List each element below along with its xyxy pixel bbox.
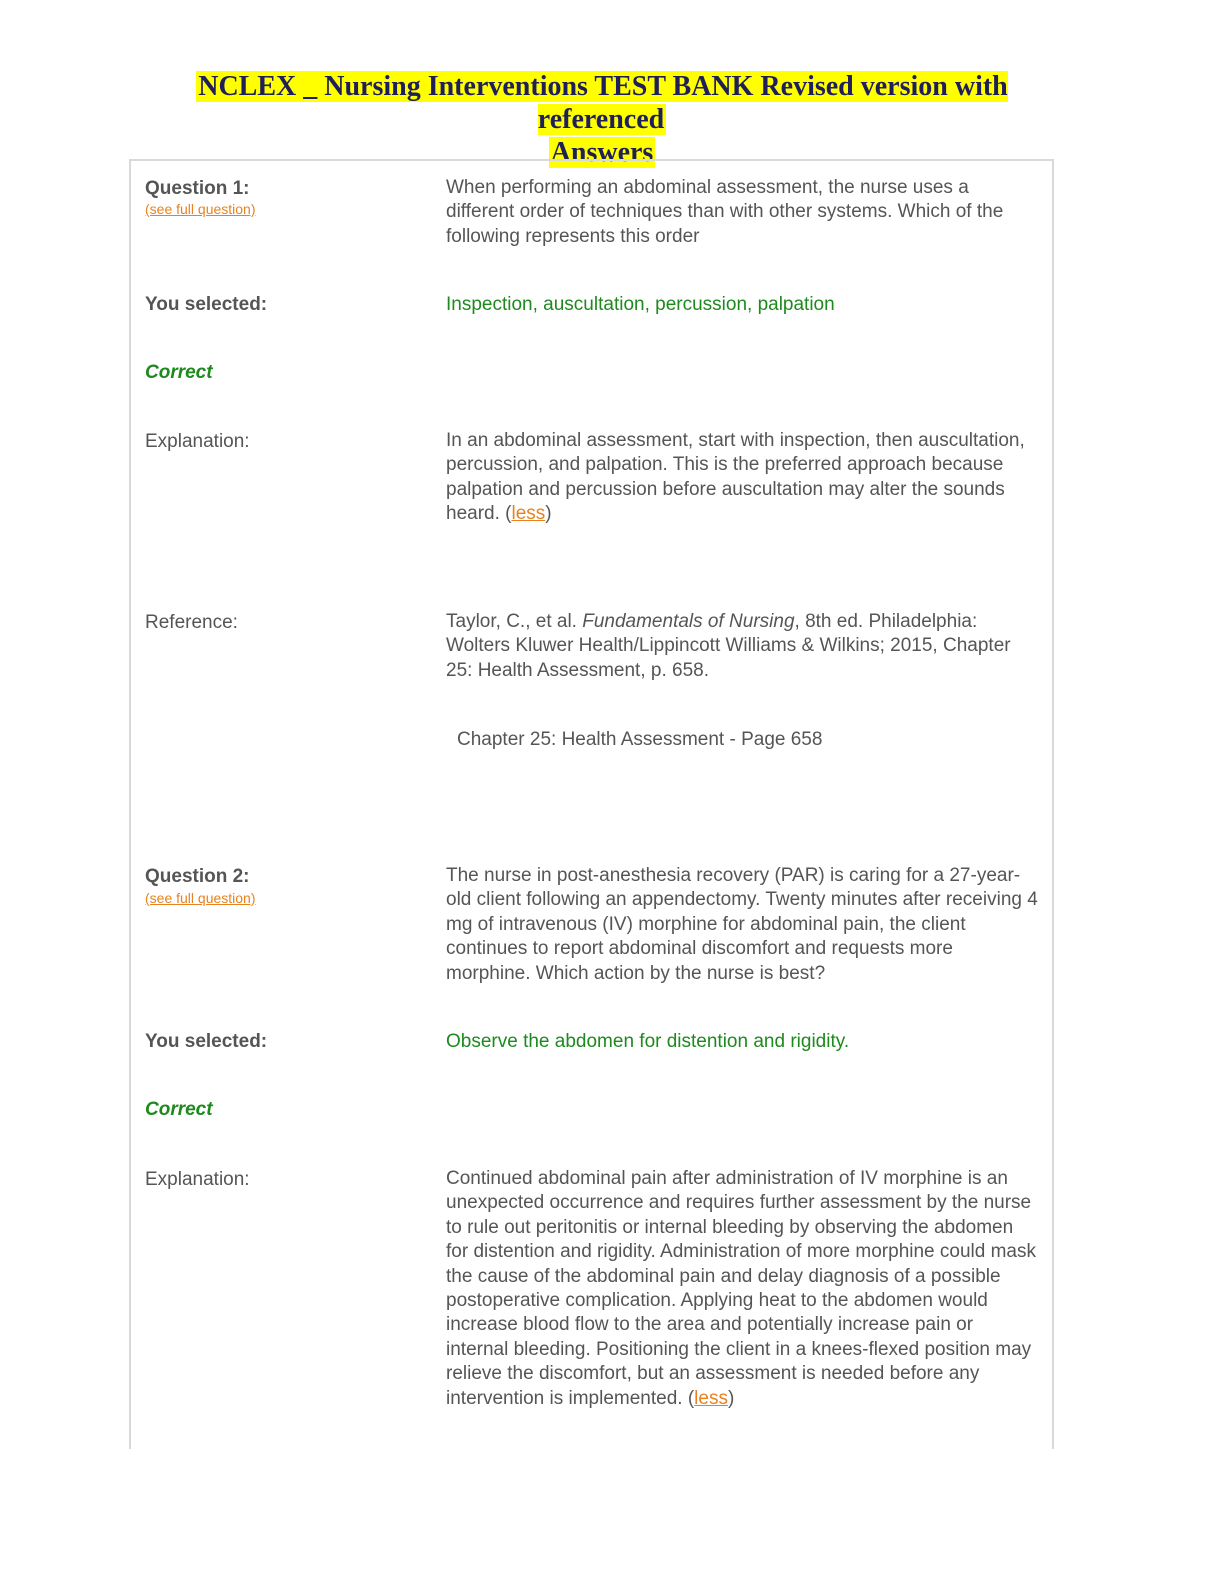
question-2-selected-answer: Observe the abdomen for distention and rigidity. — [446, 1031, 850, 1052]
question-2-status: Correct — [145, 1099, 213, 1120]
question-1-reference-post: , 8th ed. Philadelphia: Wolters Kluwer Health/Lippincott Williams & Wilkins; 2015, Chapter 25: Health Assessment, p. 658. — [446, 611, 1011, 681]
document-title — [130, 70, 1074, 169]
question-1-explanation-label: Explanation: — [145, 431, 250, 452]
question-1-less-link[interactable]: less — [511, 503, 546, 525]
question-1-text: When performing an abdominal assessment, the nurse uses a different order of techniques than with other systems. Which of the following represents this order — [446, 177, 1004, 247]
question-2-see-full-link[interactable]: (see full question) — [145, 890, 256, 906]
question-1-reference — [446, 610, 1038, 683]
question-2-label: Question 2: — [145, 866, 250, 887]
question-2-less-link[interactable]: less — [694, 1387, 728, 1409]
question-1-chapter-ref: Chapter 25: Health Assessment - Page 658 — [457, 729, 823, 750]
question-1-selected-label: You selected: — [145, 294, 268, 315]
question-1-status: Correct — [145, 362, 213, 383]
question-1-see-full-link[interactable]: (see full question) — [145, 201, 256, 217]
question-1-explanation-text: In an abdominal assessment, start with inspection, then auscultation, percussion, and palpation. This is the preferred approach because palpation and percussion before auscultation may alter the sounds heard. ( — [446, 430, 1025, 525]
question-2-explanation-label: Explanation: — [145, 1169, 250, 1190]
question-2-selected-label: You selected: — [145, 1031, 268, 1052]
title-line-2: Answers — [550, 137, 654, 168]
question-2-close-paren: ) — [727, 1387, 735, 1409]
question-2-explanation — [446, 1167, 1038, 1411]
question-1-explanation — [446, 429, 1038, 527]
question-2-text: The nurse in post-anesthesia recovery (PAR) is caring for a 27-year-old client following an appendectomy. Twenty minutes after receiving 4 mg of intravenous (IV) morphine for abdominal pain, the client continues to report abdominal discomfort and requests more morphine. Which action by the nurse is best? — [446, 865, 1038, 984]
question-2-explanation-text: Continued abdominal pain after administration of IV morphine is an unexpected occurrence and requires further assessment by the nurse to rule out peritonitis or internal bleeding by observing the abdomen for distention and rigidity. Administration of more morphine could mask the cause of the abdominal pain and delay diagnosis of a possible postoperative complication. Applying heat to the abdomen would increase blood flow to the area and potentially increase pain or internal bleeding. Positioning the client in a knees-flexed position may relieve the discomfort, but an assessment is needed before any intervention is implemented. ( — [446, 1168, 1036, 1409]
question-1-reference-book: Fundamentals of Nursing — [582, 611, 795, 632]
question-1-label: Question 1: — [145, 178, 250, 199]
question-1-reference-pre: Taylor, C., et al. — [446, 611, 583, 632]
question-1-selected-answer: Inspection, auscultation, percussion, palpation — [446, 294, 835, 315]
title-line-1: NCLEX _ Nursing Interventions TEST BANK Revised version with referenced — [198, 71, 1008, 135]
question-1-reference-label: Reference: — [145, 612, 238, 633]
question-1-close-paren: ) — [545, 503, 552, 525]
